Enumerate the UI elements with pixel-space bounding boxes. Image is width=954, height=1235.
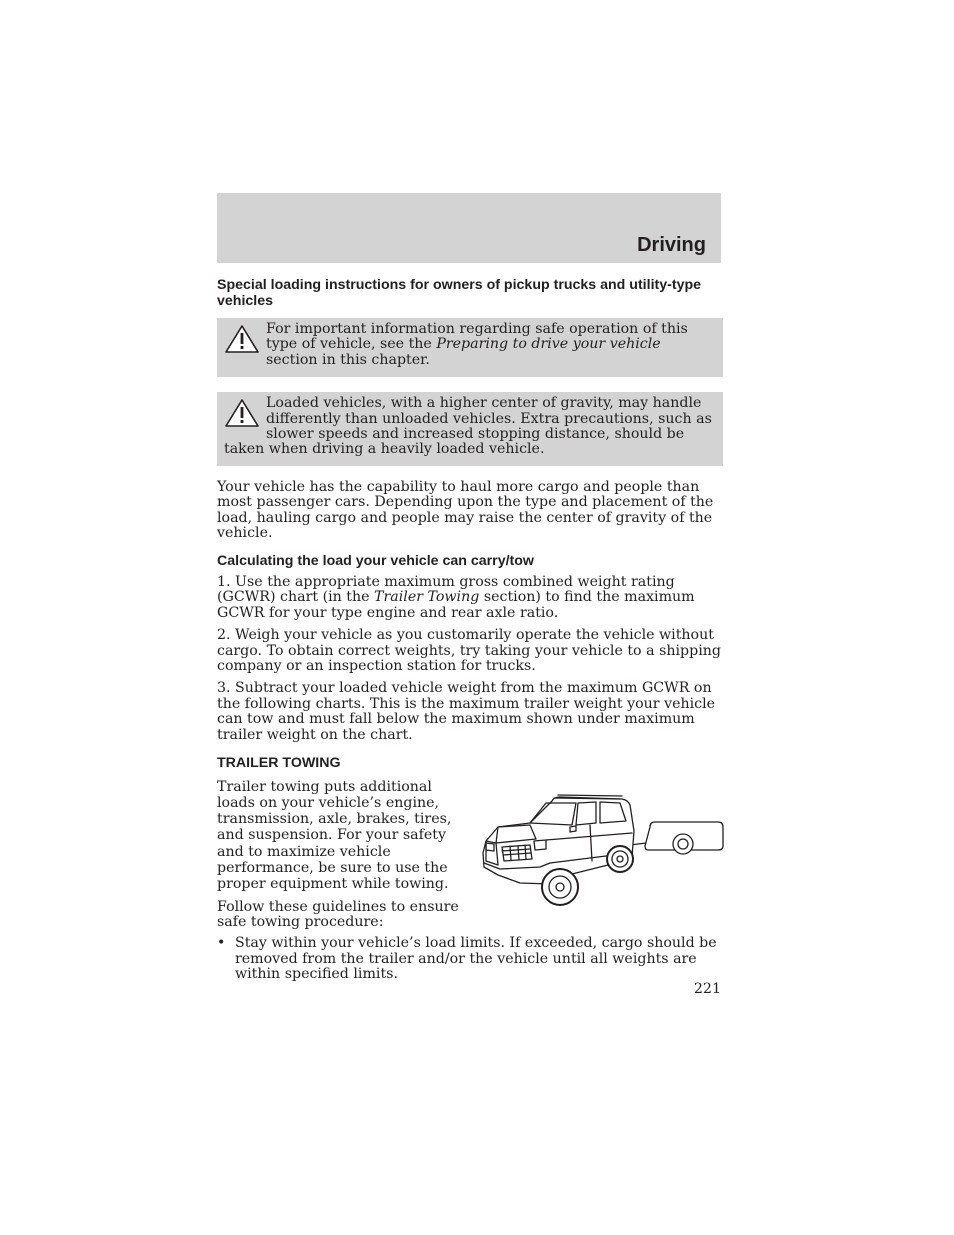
trailer-towing-heading: TRAILER TOWING [217,755,341,772]
special-loading-heading: Special loading instructions for owners of pickup trucks and utility-type vehicles [217,277,702,309]
warning-box-center-of-gravity [217,392,723,466]
warning-triangle-icon [224,398,260,428]
calculating-step-3: 3. Subtract your loaded vehicle weight from the maximum GCWR on the following charts. This is the maximum trailer weight your vehicle can tow and must fall below the maximum shown under maximum trailer weight on the chart. [217,680,716,743]
trailer-towing-paragraph: Trailer towing puts additional loads on your vehicle’s engine, transmission, axle, brakes, tires, and suspension. For your safety and to maximize vehicle performance, be sure to use the proper equipment while towing. [217,778,452,893]
cargo-capability-paragraph: Your vehicle has the capability to haul more cargo and people than most passenger cars. Depending upon the type and placement of the load, hauling cargo and people may raise the center of gravity of the vehicle. [217,478,714,542]
trailer-towing-section [217,779,723,931]
warning-text-center-of-gravity: Loaded vehicles, with a higher center of gravity, may handle differently than unloaded vehicles. Extra precautions, such as slower speeds and increased stopping distance, should be taken when driving a heavily loaded vehicle. [224,395,712,458]
warning-text-safe-operation: For important information regarding safe operation of this type of vehicle, see the Preparing to drive your vehicle section in this chapter. [266,321,688,368]
list-item: • Stay within your vehicle’s load limits. If exceeded, cargo should be removed from the trailer and/or the vehicle until all weights are within specified limits. [217,936,723,982]
calculating-step-1: 1. Use the appropriate maximum gross combined weight rating (GCWR) chart (in the Trailer Towing section) to find the maximum GCWR for your type engine and rear axle ratio. [217,573,695,621]
towing-guidelines-list [217,936,723,982]
suv-towing-trailer-illustration [480,791,725,913]
calculating-step-2: 2. Weigh your vehicle as you customarily operate the vehicle without cargo. To obtain correct weights, try taking your vehicle to a shipping company or an inspection station for trucks. [217,627,721,674]
warning-box-safe-operation [217,318,723,377]
warning-triangle-icon [224,324,260,354]
page-number: 221 [693,981,721,997]
section-header-band [217,193,721,263]
towing-guidelines-intro: Follow these guidelines to ensure safe towing procedure: [217,898,459,931]
calculating-load-heading: Calculating the load your vehicle can carry/tow [217,553,534,570]
section-title: Driving [637,234,706,256]
page-content [217,278,723,983]
